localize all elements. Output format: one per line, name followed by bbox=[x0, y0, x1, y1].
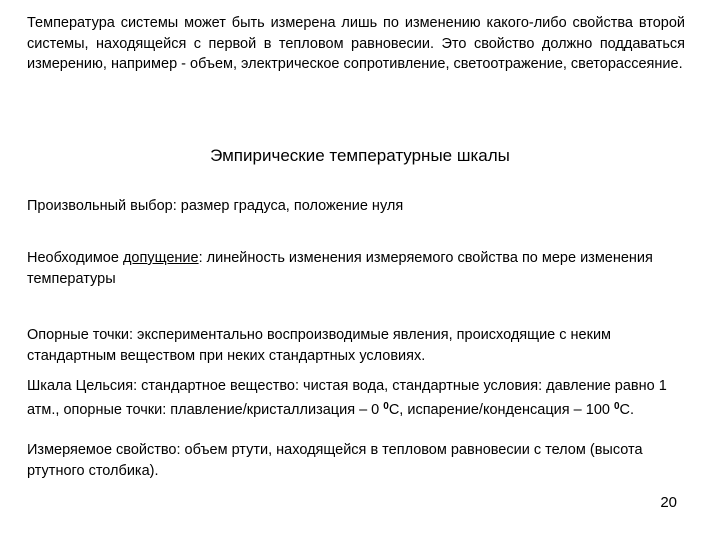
page-number: 20 bbox=[660, 494, 677, 511]
assumption-text: : линейность изменения измеряемого свойства по мере изменения температуры bbox=[27, 250, 653, 287]
paragraph-reference-points: Опорные точки: экспериментально воспроизводимые явления, происходящие с неким стандартным веществом при неких стандартных условиях. bbox=[27, 327, 612, 364]
degree-superscript-1: 0 bbox=[383, 400, 389, 412]
paragraph-celsius-scale bbox=[27, 376, 693, 420]
section-heading: Эмпирические температурные шкалы bbox=[210, 146, 510, 165]
paragraph-arbitrary-choice: Произвольный выбор: размер градуса, положение нуля bbox=[27, 198, 404, 214]
celsius-text-1: Шкала Цельсия: стандартное вещество: чистая вода, стандартные условия: давление равно 1 атм., опорные точки: плавление/кристаллизация – 0 bbox=[27, 378, 667, 418]
assumption-underlined-term: допущение bbox=[122, 250, 199, 266]
paragraph-measured-property: Измеряемое свойство: объем ртути, находящейся в тепловом равновесии с телом (высота ртутного столбика). bbox=[27, 442, 643, 479]
assumption-prefix: Необходимое bbox=[27, 250, 123, 266]
paragraph-assumption bbox=[27, 248, 693, 289]
degree-superscript-2: 0 bbox=[613, 400, 620, 412]
intro-paragraph: Температура системы может быть измерена лишь по изменению какого-либо свойства второй системы, находящейся с первой в тепловом равновесии. Это свойство должно поддаваться измерению, например - объем, электрическое сопротивление, светоотражение, светорассеяние. bbox=[27, 15, 685, 72]
celsius-text-3: С. bbox=[619, 401, 635, 418]
celsius-text-2: С, испарение/конденсация – 100 bbox=[388, 401, 614, 418]
